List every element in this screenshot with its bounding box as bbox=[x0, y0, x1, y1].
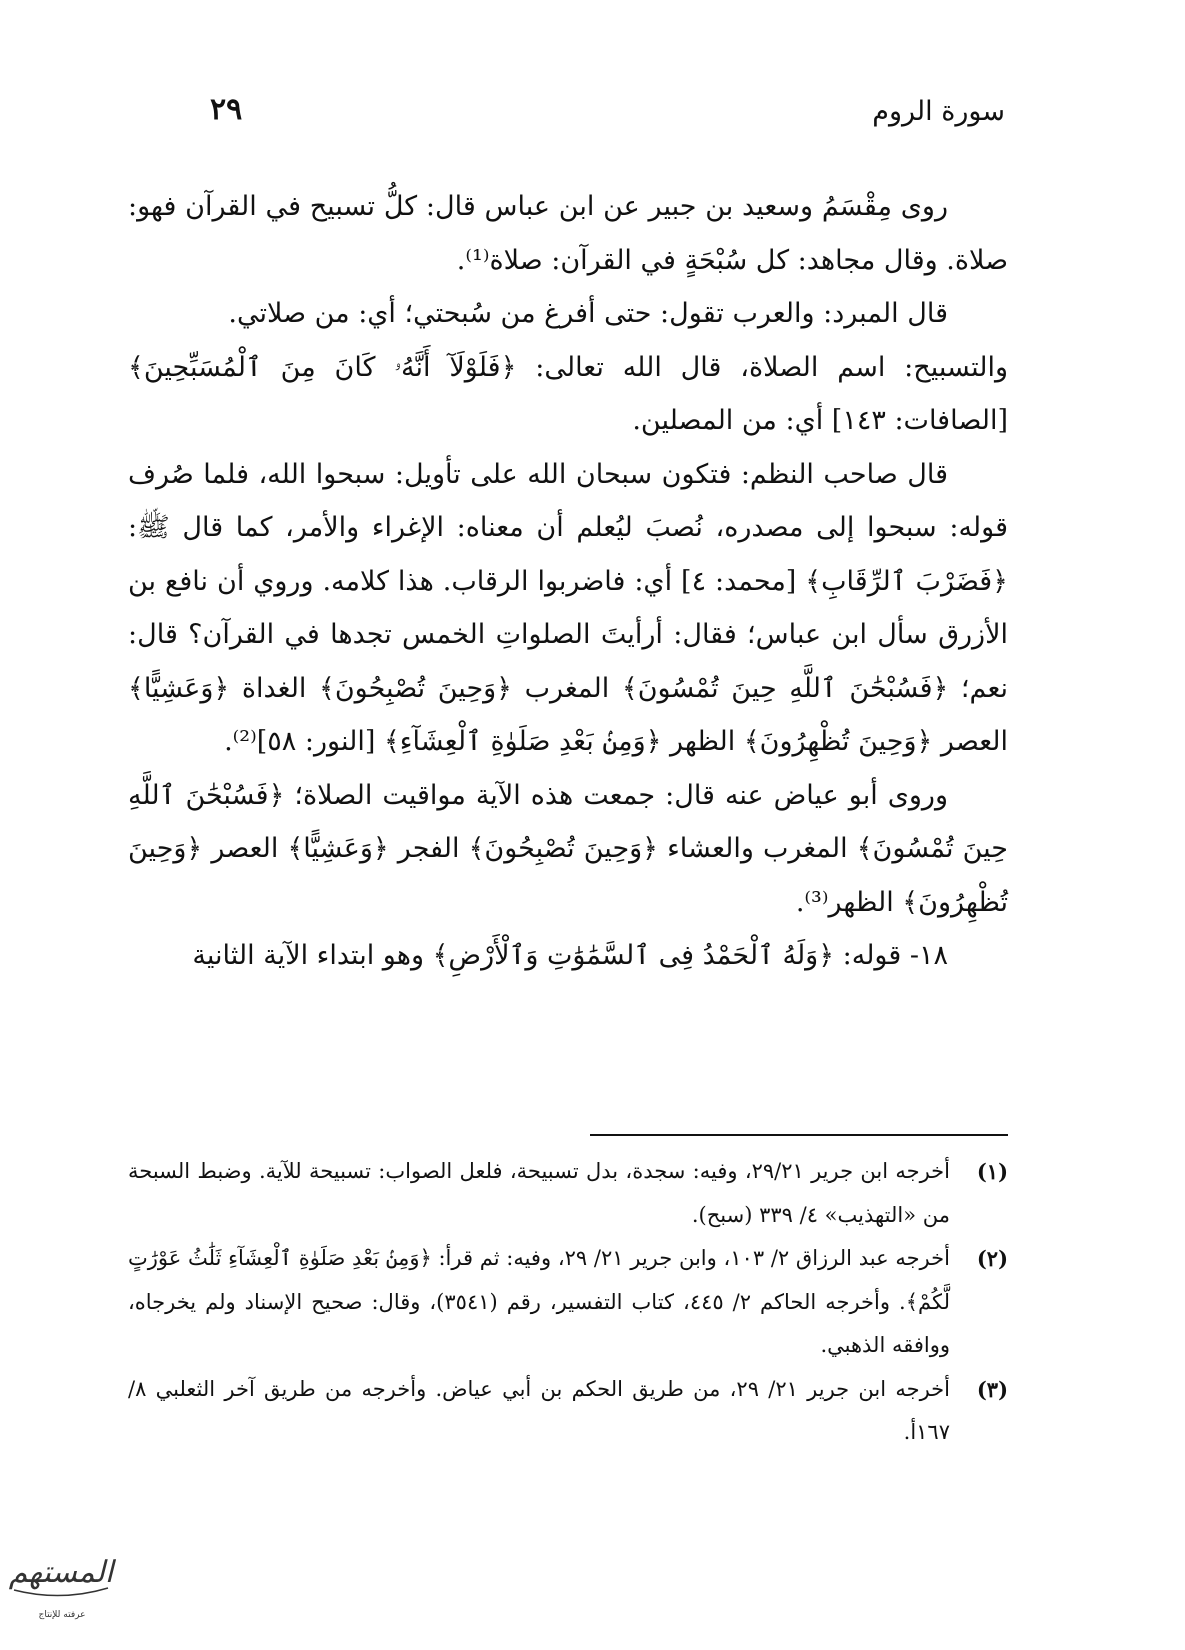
main-text bbox=[128, 180, 1008, 983]
footnote-item bbox=[128, 1368, 1008, 1455]
paragraph: والتسبيح: اسم الصلاة، قال الله تعالى: ﴿فَلَوْلَآ أَنَّهُۥ كَانَ مِنَ ٱلْمُسَبِّحِينَ﴾ [الصافات: ١٤٣] أي: من المصلين. bbox=[128, 351, 1008, 436]
watermark-logo-text: المستهم bbox=[8, 1555, 114, 1590]
footnote-marker: (٣) bbox=[976, 1376, 1008, 1402]
paragraph: روى مِقْسَمُ وسعيد بن جبير عن ابن عباس قال: كلُّ تسبيح في القرآن فهو: صلاة. وقال مجاهد: كل سُبْحَةٍ في القرآن: صلاة⁽¹⁾. bbox=[128, 191, 1008, 276]
surah-title: سورة الروم bbox=[872, 96, 1005, 127]
footnotes bbox=[128, 1150, 1008, 1455]
footnote-item bbox=[128, 1150, 1008, 1237]
footnote-text: أخرجه ابن جرير ٢١/ ٢٩، من طريق الحكم بن أبي عياض. وأخرجه من طريق آخر الثعلبي ٨/ ١٦٧أ. bbox=[128, 1376, 950, 1444]
watermark-caption: عرفته للإنتاج bbox=[38, 1610, 86, 1620]
footnote-text: أخرجه ابن جرير ٢٩/٢١، وفيه: سجدة، بدل تسبيحة، فلعل الصواب: تسبيحة للآية. وضبط السبحة من «التهذيب» ٤/ ٣٣٩ (سبح). bbox=[128, 1159, 950, 1227]
footnote-item bbox=[128, 1237, 1008, 1368]
footnote-text: أخرجه عبد الرزاق ٢/ ١٠٣، وابن جرير ٢١/ ٢٩، وفيه: ثم قرأ: ﴿وَمِنۢ بَعْدِ صَلَوٰةِ ٱلْعِشَآءِ ثَلَٰثُ عَوْرَٰتٍ لَّكُمْ﴾. وأخرجه الحاكم ٢/ ٤٤٥، كتاب التفسير، رقم (٣٥٤١)، وقال: صحيح الإسناد ولم يخرجاه، ووافقه الذهبي. bbox=[128, 1246, 950, 1357]
paragraph: قال صاحب النظم: فتكون سبحان الله على تأويل: سبحوا الله، فلما صُرف قوله: سبحوا إلى مصدره، نُصبَ ليُعلم أن معناه: الإغراء والأمر، كما قال ﷺ: ﴿فَضَرْبَ ٱلرِّقَابِ﴾ [محمد: ٤] أي: فاضربوا الرقاب. هذا كلامه. وروي أن نافع بن الأزرق سأل ابن عباس؛ فقال: أرأيتَ الصلواتِ الخمس تجدها في القرآن؟ قال: نعم؛ ﴿فَسُبْحَٰنَ ٱللَّهِ حِينَ تُمْسُونَ﴾ المغرب ﴿وَحِينَ تُصْبِحُونَ﴾ الغداة ﴿وَعَشِيًّا﴾ العصر ﴿وَحِينَ تُظْهِرُونَ﴾ الظهر ﴿وَمِنۢ بَعْدِ صَلَوٰةِ ٱلْعِشَآءِ﴾ [النور: ٥٨]⁽²⁾. bbox=[128, 458, 1009, 757]
paragraph: قال المبرد: والعرب تقول: حتى أفرغ من سُبحتي؛ أي: من صلاتي. bbox=[228, 298, 948, 329]
watermark-logo bbox=[6, 1540, 116, 1610]
page-header bbox=[130, 92, 1005, 144]
footnote-divider bbox=[590, 1134, 1008, 1136]
footnote-marker: (١) bbox=[976, 1159, 1008, 1184]
page-number: ٢٩ bbox=[210, 92, 243, 127]
footnote-marker: (٢) bbox=[976, 1246, 1008, 1271]
paragraph: وروى أبو عياض عنه قال: جمعت هذه الآية مواقيت الصلاة؛ ﴿فَسُبْحَٰنَ ٱللَّهِ حِينَ تُمْسُونَ﴾ المغرب والعشاء ﴿وَحِينَ تُصْبِحُونَ﴾ الفجر ﴿وَعَشِيًّا﴾ العصر ﴿وَحِينَ تُظْهِرُونَ﴾ الظهر⁽³⁾. bbox=[128, 779, 1008, 918]
paragraph: ١٨- قوله: ﴿وَلَهُ ٱلْحَمْدُ فِى ٱلسَّمَٰوَٰتِ وَٱلْأَرْضِ﴾ وهو ابتداء الآية الثانية bbox=[192, 940, 948, 971]
